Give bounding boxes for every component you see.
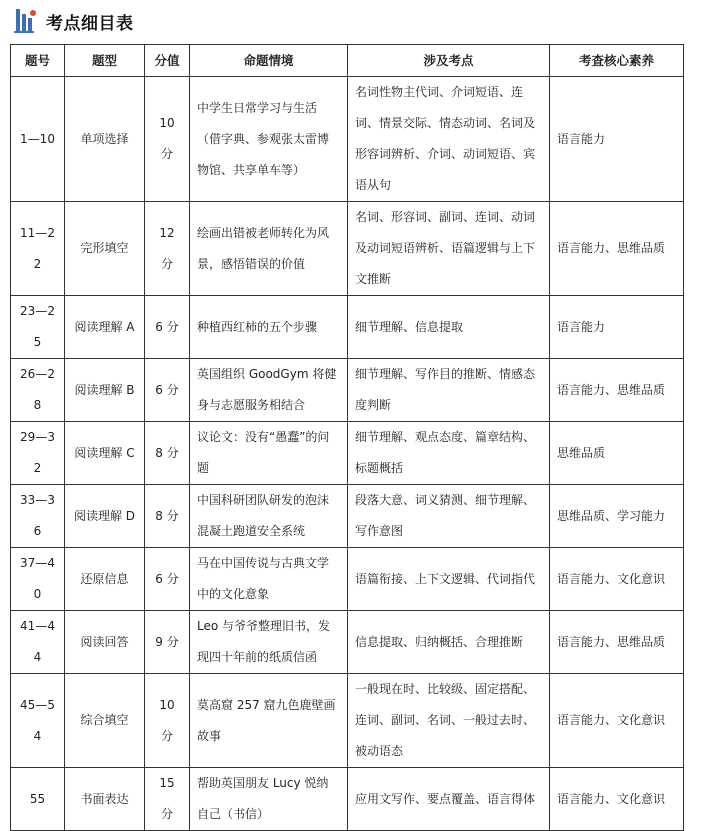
cell-exam-points: 名词、形容词、副词、连词、动词及动词短语辨析、语篇逻辑与上下文推断 [348, 202, 550, 296]
cell-exam-points: 信息提取、归纳概括、合理推断 [348, 611, 550, 674]
cell-question-type: 单项选择 [65, 77, 145, 202]
table-row [11, 422, 684, 485]
cell-exam-points: 一般现在时、比较级、固定搭配、连词、副词、名词、一般过去时、被动语态 [348, 674, 550, 768]
cell-context: 中学生日常学习与生活（借字典、参观张太雷博物馆、共享单车等） [190, 77, 348, 202]
cell-question-type: 综合填空 [65, 674, 145, 768]
cell-question-range: 11—22 [11, 202, 65, 296]
cell-exam-points: 段落大意、词义猜测、细节理解、写作意图 [348, 485, 550, 548]
cell-core-literacy: 思维品质、学习能力 [550, 485, 684, 548]
cell-exam-points: 语篇衔接、上下文逻辑、代词指代 [348, 548, 550, 611]
cell-question-range: 45—54 [11, 674, 65, 768]
cell-exam-points: 细节理解、观点态度、篇章结构、标题概括 [348, 422, 550, 485]
cell-context: 英国组织 GoodGym 将健身与志愿服务相结合 [190, 359, 348, 422]
cell-context: 莫高窟 257 窟九色鹿壁画故事 [190, 674, 348, 768]
cell-score: 10 分 [145, 77, 190, 202]
cell-core-literacy: 思维品质 [550, 422, 684, 485]
cell-score: 8 分 [145, 485, 190, 548]
header-core-literacy: 考查核心素养 [550, 45, 684, 77]
cell-context: 中国科研团队研发的泡沫混凝土跑道安全系统 [190, 485, 348, 548]
table-row [11, 359, 684, 422]
cell-context: 帮助英国朋友 Lucy 悦纳自己（书信） [190, 768, 348, 831]
cell-context: 绘画出错被老师转化为风景，感悟错误的价值 [190, 202, 348, 296]
bar-chart-logo-icon [10, 6, 40, 36]
cell-core-literacy: 语言能力、思维品质 [550, 202, 684, 296]
cell-core-literacy: 语言能力、思维品质 [550, 359, 684, 422]
cell-score: 9 分 [145, 611, 190, 674]
table-row [11, 548, 684, 611]
cell-score: 12 分 [145, 202, 190, 296]
cell-question-type: 阅读理解 C [65, 422, 145, 485]
header-context: 命题情境 [190, 45, 348, 77]
cell-question-type: 还原信息 [65, 548, 145, 611]
page-heading [10, 4, 134, 38]
cell-question-type: 阅读理解 B [65, 359, 145, 422]
cell-question-range: 37—40 [11, 548, 65, 611]
cell-score: 8 分 [145, 422, 190, 485]
cell-question-range: 55 [11, 768, 65, 831]
cell-question-range: 33—36 [11, 485, 65, 548]
cell-core-literacy: 语言能力、文化意识 [550, 548, 684, 611]
cell-context: 议论文：没有“愚蠢”的问题 [190, 422, 348, 485]
cell-question-type: 阅读回答 [65, 611, 145, 674]
exam-points-table [10, 44, 684, 831]
cell-score: 6 分 [145, 359, 190, 422]
cell-core-literacy: 语言能力、文化意识 [550, 768, 684, 831]
table-row [11, 77, 684, 202]
cell-question-range: 26—28 [11, 359, 65, 422]
cell-context: 种植西红柿的五个步骤 [190, 296, 348, 359]
page-title: 考点细目表 [46, 13, 134, 34]
table-row [11, 296, 684, 359]
header-question-type: 题型 [65, 45, 145, 77]
cell-question-type: 阅读理解 A [65, 296, 145, 359]
cell-core-literacy: 语言能力 [550, 296, 684, 359]
table-row [11, 768, 684, 831]
cell-score: 10 分 [145, 674, 190, 768]
cell-exam-points: 细节理解、写作目的推断、情感态度判断 [348, 359, 550, 422]
cell-question-range: 29—32 [11, 422, 65, 485]
table-row [11, 485, 684, 548]
header-score: 分值 [145, 45, 190, 77]
cell-core-literacy: 语言能力、思维品质 [550, 611, 684, 674]
table-row [11, 202, 684, 296]
cell-question-range: 1—10 [11, 77, 65, 202]
cell-core-literacy: 语言能力、文化意识 [550, 674, 684, 768]
cell-core-literacy: 语言能力 [550, 77, 684, 202]
header-question-number: 题号 [11, 45, 65, 77]
cell-question-type: 完形填空 [65, 202, 145, 296]
table-row [11, 611, 684, 674]
cell-score: 6 分 [145, 296, 190, 359]
cell-exam-points: 细节理解、信息提取 [348, 296, 550, 359]
cell-score: 15 分 [145, 768, 190, 831]
table-header-row [11, 45, 684, 77]
cell-score: 6 分 [145, 548, 190, 611]
table-row [11, 674, 684, 768]
header-exam-points: 涉及考点 [348, 45, 550, 77]
cell-context: Leo 与爷爷整理旧书，发现四十年前的纸质信函 [190, 611, 348, 674]
cell-exam-points: 名词性物主代词、介词短语、连词、情景交际、情态动词、名词及形容词辨析、介词、动词短语、宾语从句 [348, 77, 550, 202]
cell-question-range: 41—44 [11, 611, 65, 674]
cell-question-type: 阅读理解 D [65, 485, 145, 548]
cell-question-range: 23—25 [11, 296, 65, 359]
cell-exam-points: 应用文写作、要点覆盖、语言得体 [348, 768, 550, 831]
cell-context: 马在中国传说与古典文学中的文化意象 [190, 548, 348, 611]
cell-question-type: 书面表达 [65, 768, 145, 831]
